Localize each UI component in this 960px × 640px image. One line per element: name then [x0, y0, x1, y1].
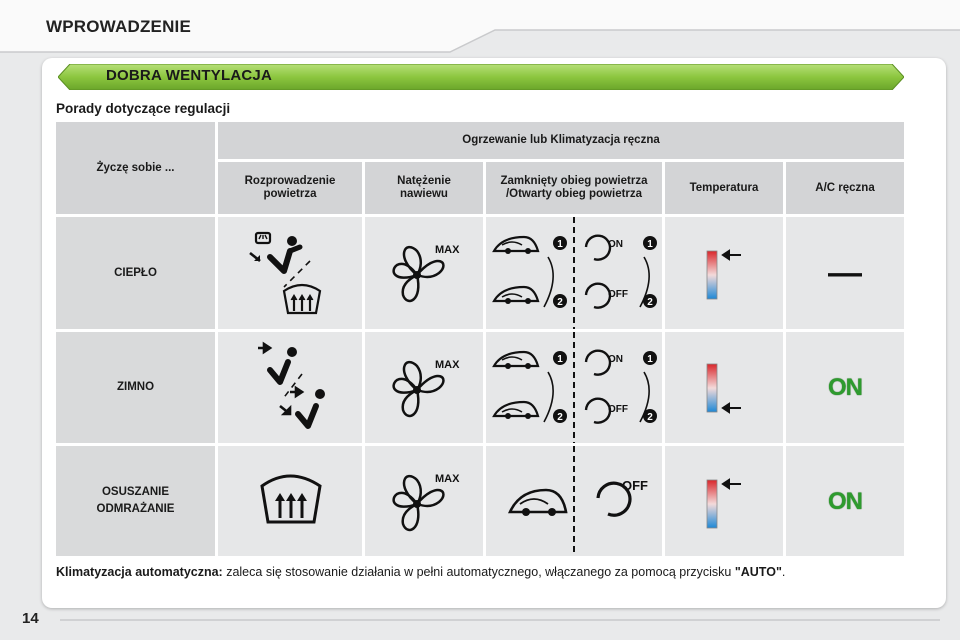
fan-max-label: MAX — [435, 244, 460, 256]
recirculation-demist — [486, 446, 662, 556]
recirc-off-label: OFF — [608, 289, 628, 300]
step-two-badge: 2 — [647, 412, 653, 423]
fan-max-label: MAX — [435, 473, 460, 485]
row-label-demist — [56, 446, 215, 556]
footer-rule — [60, 616, 940, 624]
recirculation-sequence-icon — [486, 217, 662, 329]
recirculation-sequence-icon — [486, 332, 662, 443]
fan-max-icon — [365, 332, 483, 443]
row-label-cold — [56, 332, 215, 443]
row-label-text: OSUSZANIE — [101, 486, 170, 498]
col-header-text: Natężenie nawiewu — [397, 175, 451, 200]
ac-on-label: ON — [828, 374, 862, 401]
air-distribution-cold — [218, 332, 362, 443]
note-end: . — [781, 565, 786, 579]
auto-ac-note — [56, 565, 904, 580]
ventilation-table — [56, 122, 904, 556]
fan-max-label: MAX — [435, 359, 460, 371]
recirculation-heat — [486, 217, 662, 329]
col-header-manual-ac — [786, 162, 904, 214]
group-header-text: Ogrzewanie lub Klimatyzacja ręczna — [462, 134, 660, 146]
col-header-fan-speed — [365, 162, 483, 214]
step-two-badge: 2 — [557, 412, 563, 423]
note-text: zaleca się stosowanie działania w pełni automatycznego, włączanego za pomocą przycisku — [222, 565, 735, 579]
step-one-badge: 1 — [557, 354, 563, 365]
step-one-badge: 1 — [647, 239, 653, 250]
step-one-badge: 1 — [557, 239, 563, 250]
recirculation-off-icon — [486, 446, 662, 556]
air-distribution-demist — [218, 446, 362, 556]
air-to-feet-and-windscreen-icon — [218, 217, 362, 329]
windscreen-demist-icon — [218, 446, 362, 556]
group-header — [218, 122, 904, 159]
ac-off-dash: — — [828, 253, 862, 292]
col-header-recirculation — [486, 162, 662, 214]
air-to-face-icon — [218, 332, 362, 443]
banner-title: DOBRA WENTYLACJA — [106, 67, 272, 84]
temperature-gauge-hot-icon — [665, 446, 783, 556]
recirc-on-label: ON — [608, 239, 623, 250]
row-label-text: ZIMNO — [116, 381, 155, 393]
recirculation-cold — [486, 332, 662, 443]
temperature-gauge-hot-icon — [665, 217, 783, 329]
col-header-text: Zamknięty obieg powietrza /Otwarty obieg powietrza — [500, 175, 648, 200]
step-one-badge: 1 — [647, 354, 653, 365]
step-two-badge: 2 — [557, 297, 563, 308]
note-lead: Klimatyzacja automatyczna: — [56, 565, 223, 579]
fan-speed-heat — [365, 217, 483, 329]
row-label-text: CIEPŁO — [114, 266, 157, 279]
note-button-name: "AUTO" — [734, 565, 782, 579]
col-header-text: A/C ręczna — [815, 181, 875, 194]
col-header-text: Temperatura — [689, 181, 759, 194]
corner-text: Życzę sobie ... — [96, 161, 175, 174]
page-number: 14 — [22, 610, 39, 627]
col-header-air-distribution — [218, 162, 362, 214]
subtitle: Porady dotyczące regulacji — [56, 101, 231, 116]
col-header-text: Rozprowadzenie powietrza — [244, 175, 336, 200]
manual-ac-demist — [786, 446, 904, 556]
col-header-temperature — [665, 162, 783, 214]
temperature-gauge-cold-icon — [665, 332, 783, 443]
air-distribution-heat — [218, 217, 362, 329]
row-label-text: ODMRAŻANIE — [96, 503, 175, 515]
recirc-off-label: OFF — [622, 478, 648, 493]
recirc-on-label: ON — [608, 354, 623, 365]
temperature-demist — [665, 446, 783, 556]
fan-max-icon — [365, 217, 483, 329]
fan-max-icon — [365, 446, 483, 556]
ac-on-label: ON — [828, 487, 862, 515]
fan-speed-demist — [365, 446, 483, 556]
manual-ac-cold — [786, 332, 904, 443]
corner-header — [56, 122, 215, 214]
recirc-off-label: OFF — [608, 404, 628, 415]
manual-ac-heat — [786, 217, 904, 329]
fan-speed-cold — [365, 332, 483, 443]
row-label-heat — [56, 217, 215, 329]
section-title: WPROWADZENIE — [46, 17, 192, 36]
step-two-badge: 2 — [647, 297, 653, 308]
temperature-heat — [665, 217, 783, 329]
temperature-cold — [665, 332, 783, 443]
